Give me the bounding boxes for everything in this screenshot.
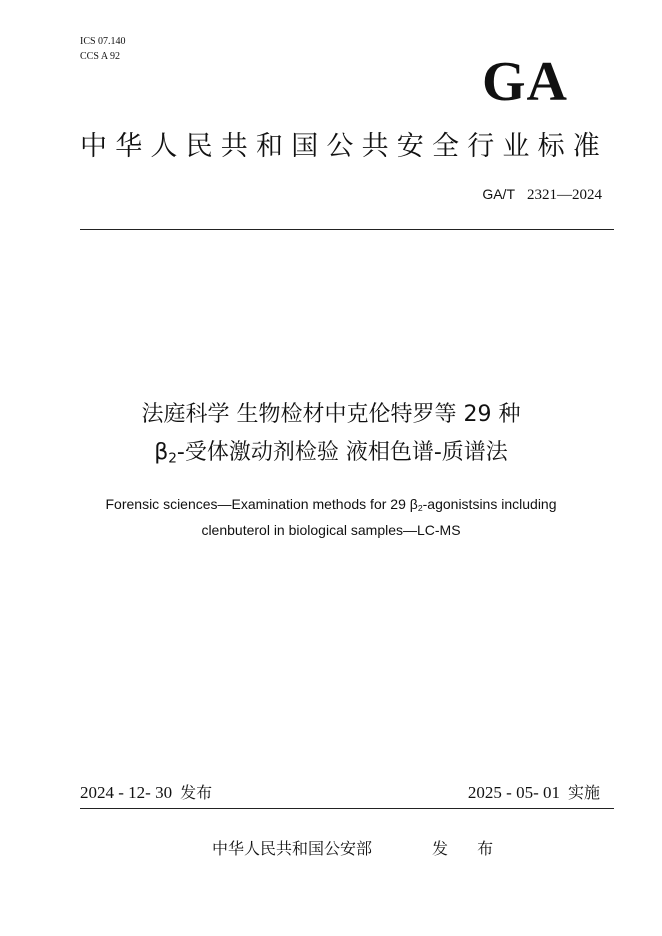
chinese-title-line-1: 法庭科学 生物检材中克伦特罗等 29 种	[141, 402, 521, 427]
english-title-line-1-prefix: Forensic sciences—Examination methods for 29 β	[105, 496, 418, 512]
bottom-divider	[80, 808, 614, 809]
chinese-title-line-2	[40, 434, 622, 477]
standard-code: GA/T	[482, 186, 515, 202]
implementation-date	[468, 780, 600, 803]
beta-subscript: 2	[168, 450, 177, 467]
issuer-name: 中华人民共和国公安部	[212, 839, 373, 858]
beta-symbol: β	[154, 440, 169, 465]
issuer-label: 发 布	[432, 839, 506, 858]
standard-year: 2321—2024	[527, 187, 602, 203]
english-title	[40, 493, 622, 541]
issue-date	[80, 780, 212, 803]
english-title-line-2: clenbuterol in biological samples—LC-MS	[201, 522, 461, 539]
english-title-line-1	[40, 493, 622, 519]
classification-codes	[80, 34, 126, 64]
ccs-code: CCS A 92	[80, 51, 121, 62]
top-divider	[80, 229, 614, 230]
chinese-title-line-2-rest: -受体激动剂检验 液相色谱-质谱法	[176, 440, 508, 465]
chinese-title	[40, 396, 622, 477]
standard-type-heading: 中华人民共和国公共安全行业标准	[80, 131, 608, 162]
implementation-date-value: 2025 - 05- 01	[467, 783, 560, 802]
issue-date-label: 发布	[180, 783, 213, 802]
issue-date-value: 2024 - 12- 30	[80, 783, 173, 802]
english-beta-subscript: 2	[417, 503, 423, 514]
ics-code: ICS 07.140	[80, 36, 126, 47]
english-title-line-1-rest: -agonistsins including	[422, 496, 557, 512]
implementation-date-label: 实施	[567, 783, 600, 802]
ga-logo: GA	[482, 51, 568, 113]
standard-number	[482, 185, 602, 204]
